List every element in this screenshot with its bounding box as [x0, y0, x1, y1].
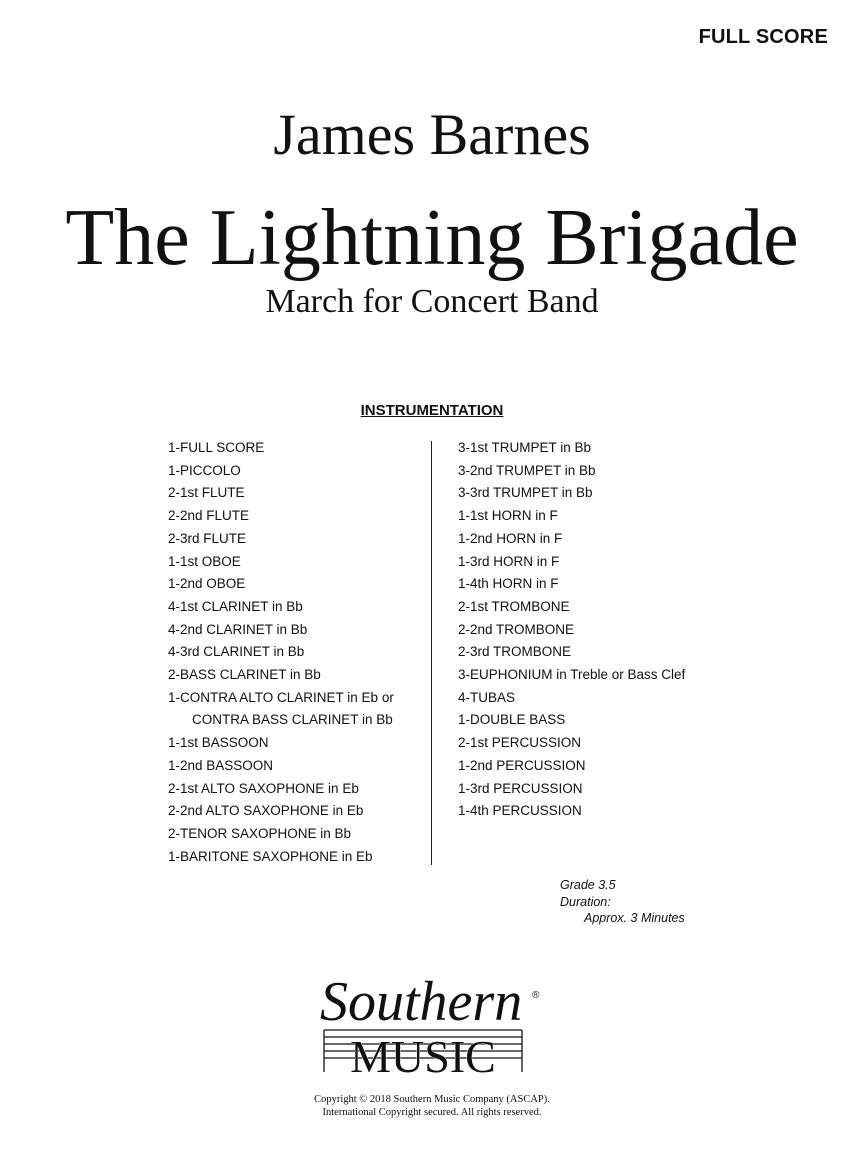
instrumentation-right-column: [458, 437, 685, 823]
instrument-item: 2-1st ALTO SAXOPHONE in Eb: [168, 780, 359, 796]
instrument-item: 1-2nd HORN in F: [458, 530, 563, 546]
composer-name: James Barnes: [273, 102, 591, 167]
grade-duration-block: [560, 877, 685, 927]
instrument-item: 1-2nd OBOE: [168, 576, 246, 592]
instrument-item: 4-1st CLARINET in Bb: [168, 598, 303, 614]
registered-mark: ®: [532, 990, 540, 1001]
instrument-item: 2-2nd TROMBONE: [458, 621, 575, 637]
column-divider: [431, 441, 432, 865]
instrument-item: 1-1st OBOE: [168, 553, 241, 569]
southern-music-logo: [316, 968, 552, 1080]
instrument-item: 1-DOUBLE BASS: [458, 712, 566, 728]
instrument-item: 1-1st BASSOON: [168, 735, 269, 751]
instrument-item: 1-4th HORN in F: [458, 576, 559, 592]
instrument-item: 1-3rd PERCUSSION: [458, 780, 583, 796]
instrument-item: 2-1st PERCUSSION: [458, 735, 582, 751]
instrument-item: 2-2nd ALTO SAXOPHONE in Eb: [168, 803, 364, 819]
instrument-item: 1-CONTRA ALTO CLARINET in Eb or: [168, 689, 394, 705]
instrument-item: 1-BARITONE SAXOPHONE in Eb: [168, 848, 373, 864]
instrumentation-left-column: [168, 437, 394, 868]
instrument-item: 1-FULL SCORE: [168, 440, 265, 455]
piece-subtitle: March for Concert Band: [265, 283, 599, 320]
instrument-item: 4-3rd CLARINET in Bb: [168, 644, 305, 660]
instrument-item: 3-2nd TRUMPET in Bb: [458, 462, 596, 478]
instrument-item: 2-3rd TROMBONE: [458, 644, 572, 660]
logo-music-text: MUSIC: [350, 1031, 496, 1080]
instrument-item: 1-3rd HORN in F: [458, 553, 560, 569]
copyright-line: International Copyright secured. All rights reserved.: [322, 1106, 542, 1118]
instrument-item: 1-1st HORN in F: [458, 508, 558, 524]
copyright-line: Copyright © 2018 Southern Music Company (ASCAP).: [314, 1094, 550, 1105]
instrument-item: 3-1st TRUMPET in Bb: [458, 440, 592, 455]
instrument-item: 1-2nd BASSOON: [168, 757, 274, 773]
instrument-item: 2-1st TROMBONE: [458, 598, 570, 614]
instrument-item: 2-BASS CLARINET in Bb: [168, 667, 321, 683]
duration-value: Approx. 3 Minutes: [584, 911, 685, 925]
instrument-item: 3-EUPHONIUM in Treble or Bass Clef: [458, 667, 686, 683]
full-score-label: FULL SCORE: [698, 26, 828, 48]
instrument-item-continuation: CONTRA BASS CLARINET in Bb: [192, 712, 393, 728]
instrument-item: 1-2nd PERCUSSION: [458, 757, 586, 773]
logo-southern-text: Southern: [320, 971, 523, 1033]
piece-title: The Lightning Brigade: [65, 194, 799, 282]
instrument-item: 2-2nd FLUTE: [168, 508, 250, 524]
duration-label: Duration:: [560, 894, 611, 909]
instrument-item: 2-1st FLUTE: [168, 485, 245, 501]
copyright-notice: [0, 1094, 864, 1119]
instrument-item: 4-2nd CLARINET in Bb: [168, 621, 308, 637]
instrument-item: 3-3rd TRUMPET in Bb: [458, 485, 593, 501]
grade-text: Grade 3.5: [560, 878, 616, 892]
instrument-item: 2-3rd FLUTE: [168, 530, 247, 546]
instrument-item: 2-TENOR SAXOPHONE in Bb: [168, 825, 352, 841]
instrument-item: 1-4th PERCUSSION: [458, 803, 582, 819]
instrumentation-heading: INSTRUMENTATION: [360, 402, 504, 419]
instrument-item: 4-TUBAS: [458, 689, 516, 705]
instrument-item: 1-PICCOLO: [168, 462, 241, 478]
